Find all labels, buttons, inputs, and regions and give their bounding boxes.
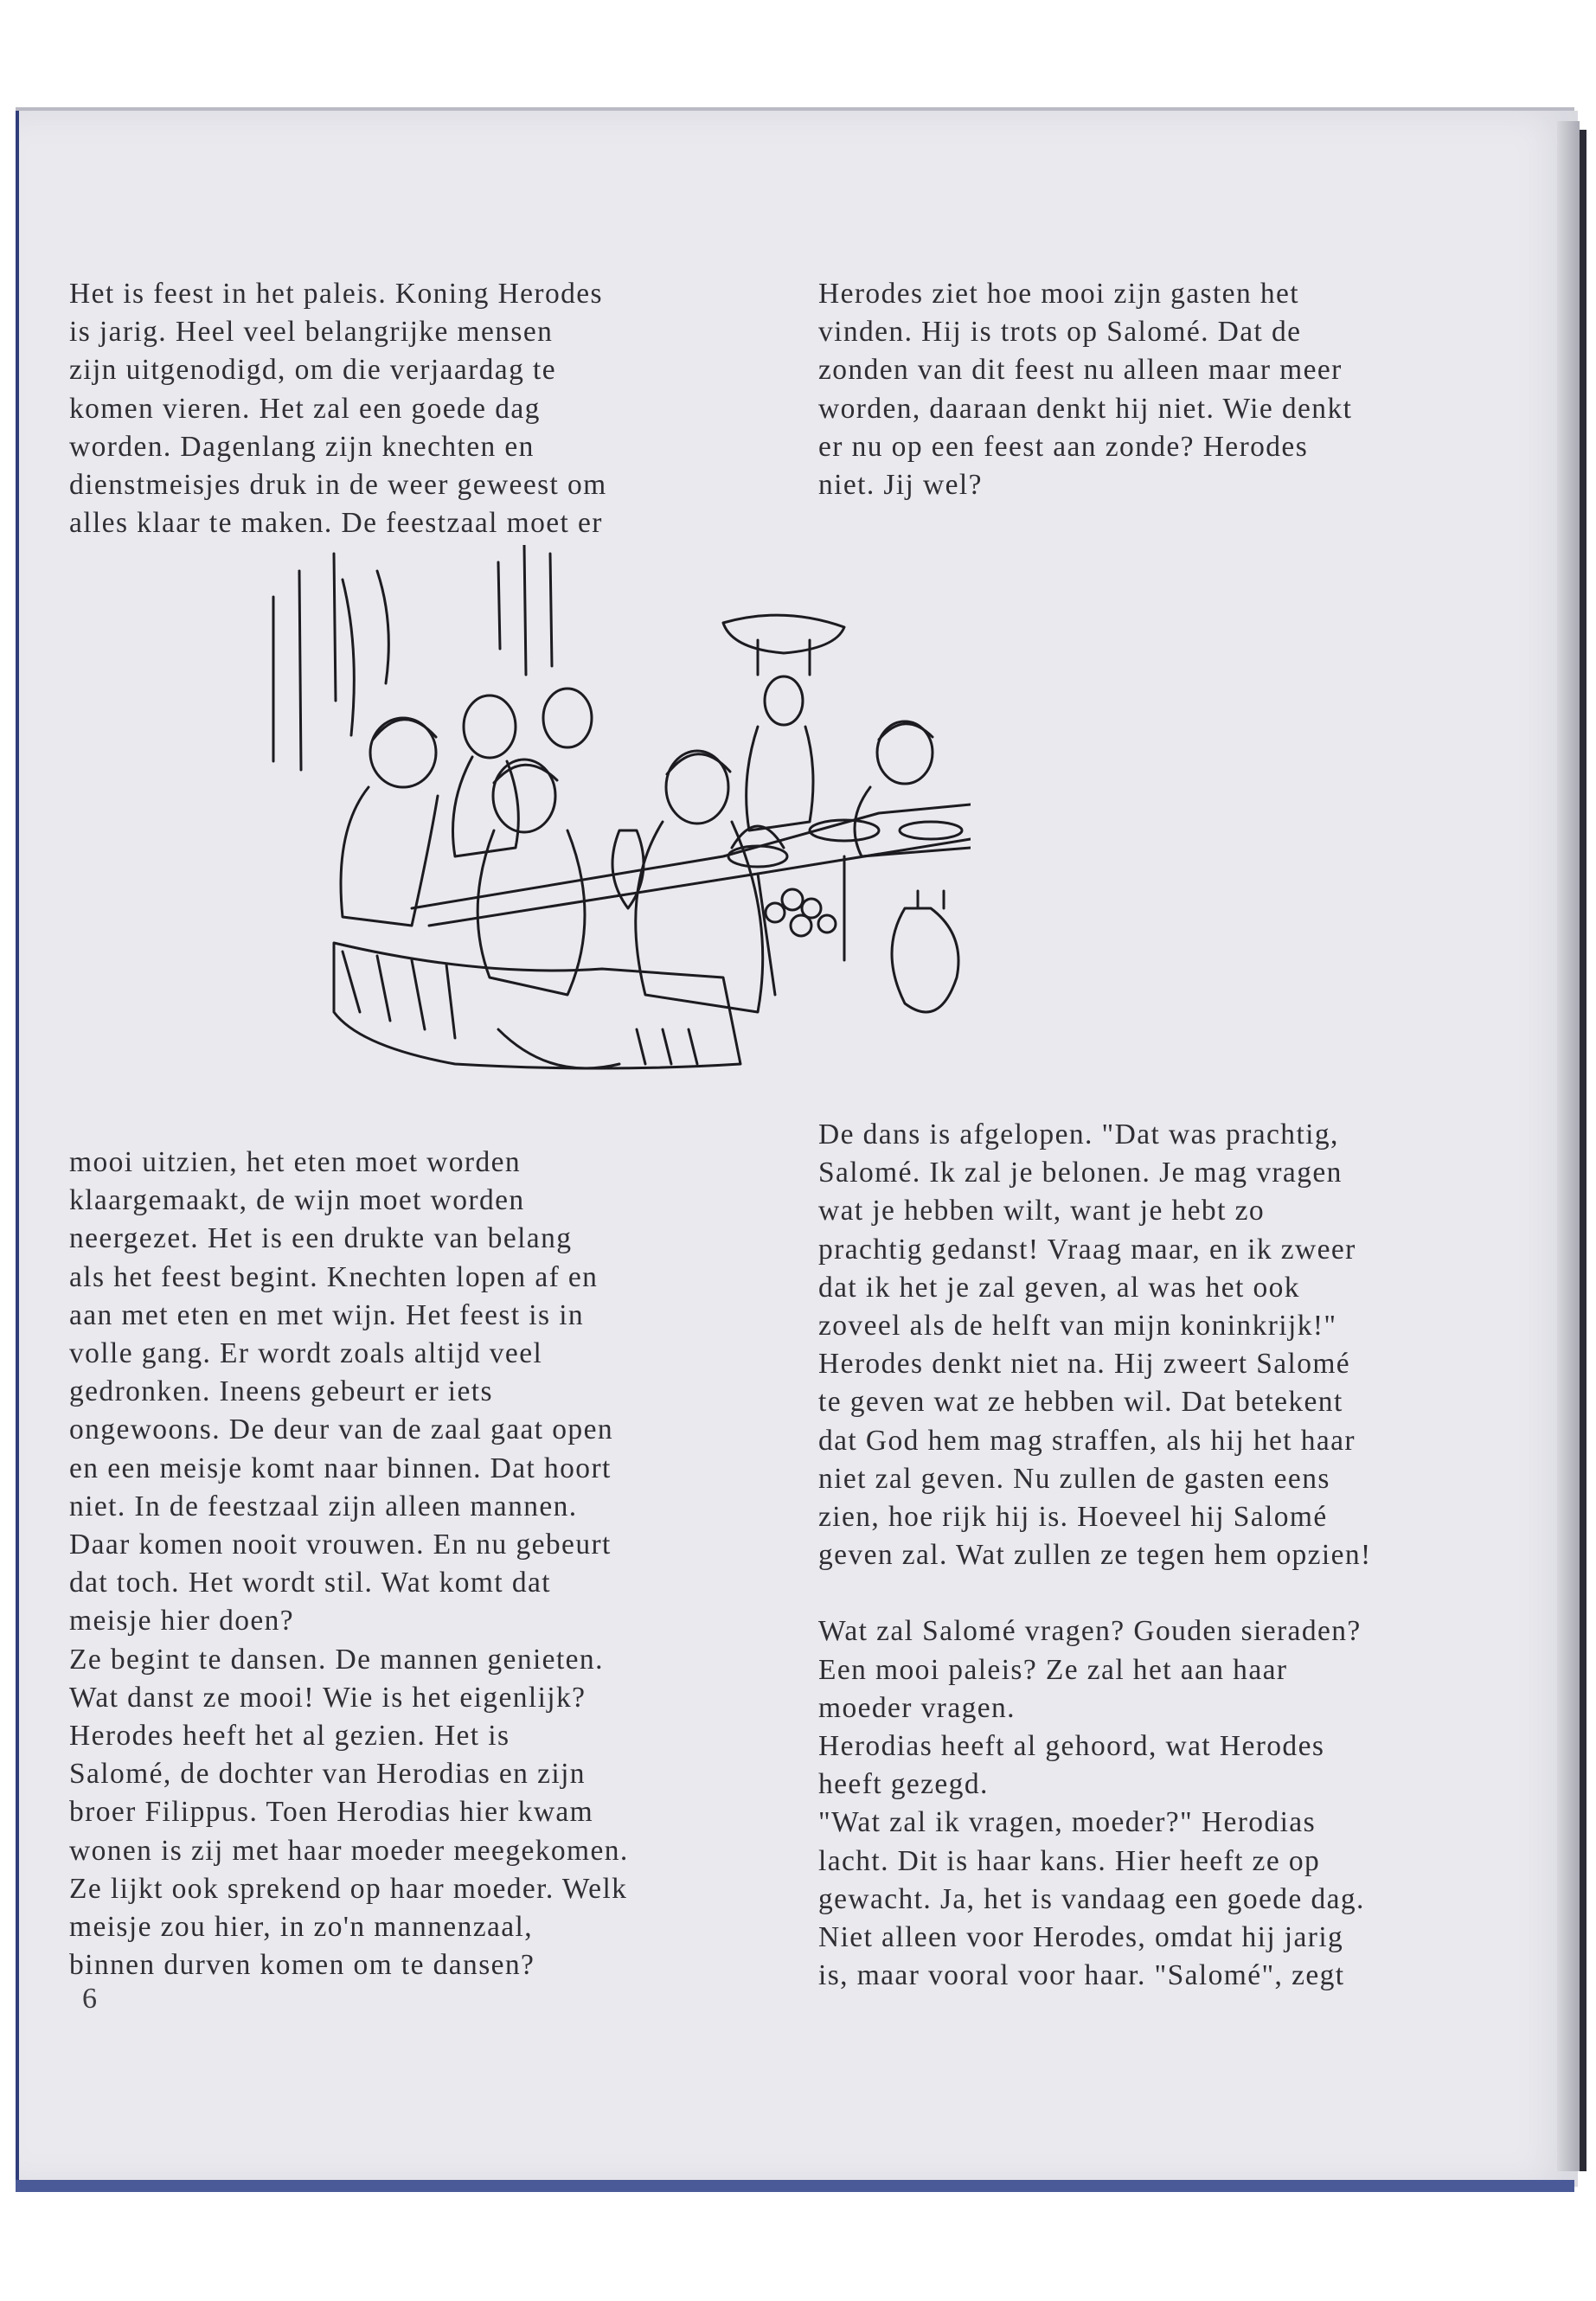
text-line: wat je hebben wilt, want je hebt zo (818, 1195, 1265, 1227)
page-right-edge (1557, 121, 1580, 2171)
text-line: lacht. Dit is haar kans. Hier heeft ze op (818, 1844, 1321, 1877)
text-line: dienstmeisjes druk in de weer geweest om (69, 469, 607, 502)
text-line: wonen is zij met haar moeder meegekomen. (69, 1834, 629, 1867)
text-line: als het feest begint. Knechten lopen af en (69, 1260, 599, 1293)
text-line: moeder vragen. (818, 1691, 1016, 1724)
text-line: mooi uitzien, het eten moet worden (69, 1146, 522, 1178)
text-line: Een mooi paleis? Ze zal het aan haar (818, 1653, 1288, 1686)
text-line: heeft gezegd. (818, 1768, 989, 1801)
text-line: komen vieren. Het zal een goede dag (69, 392, 541, 425)
text-line: Daar komen nooit vrouwen. En nu gebeurt (69, 1529, 612, 1561)
text-line: Herodias heeft al gehoord, wat Herodes (818, 1730, 1325, 1763)
text-line: Wat zal Salomé vragen? Gouden sieraden? (818, 1615, 1362, 1648)
text-line: gewacht. Ja, het is vandaag een goede dag. (818, 1882, 1365, 1915)
text-line: zien, hoe rijk hij is. Hoeveel hij Salomé (818, 1501, 1328, 1534)
text-line: Salomé. Ik zal je belonen. Je mag vragen (818, 1157, 1343, 1189)
text-line: alles klaar te maken. De feestzaal moet er (69, 507, 603, 540)
text-line: neergezet. Het is een drukte van belang (69, 1222, 573, 1255)
text-line: Niet alleen voor Herodes, omdat hij jarig (818, 1921, 1344, 1954)
feast-illustration (239, 545, 971, 1106)
text-line: Wat danst ze mooi! Wie is het eigenlijk? (69, 1681, 586, 1714)
text-line: ongewoons. De deur van de zaal gaat open (69, 1413, 614, 1446)
text-line: aan met eten en met wijn. Het feest is in (69, 1298, 585, 1331)
column-right-top (818, 275, 1528, 504)
text-line: zoveel als de helft van mijn koninkrijk!" (818, 1310, 1337, 1343)
column-left-bottom (69, 1144, 779, 1984)
text-line: niet zal geven. Nu zullen de gasten eens (818, 1462, 1330, 1495)
text-line: vinden. Hij is trots op Salomé. Dat de (818, 316, 1302, 349)
text-line: Herodes denkt niet na. Hij zweert Salomé (818, 1348, 1351, 1381)
text-line: worden, daaraan denkt hij niet. Wie denkt (818, 392, 1353, 425)
column-right-bottom (818, 1116, 1528, 1995)
text-line: te geven wat ze hebben wil. Dat betekent (818, 1386, 1343, 1419)
text-line: klaargemaakt, de wijn moet worden (69, 1184, 525, 1217)
text-line: er nu op een feest aan zonde? Herodes (818, 430, 1309, 463)
text-line: Herodes heeft het al gezien. Het is (69, 1720, 510, 1753)
text-line: zonden van dit feest nu alleen maar meer (818, 354, 1343, 387)
text-line: Het is feest in het paleis. Koning Herodes (69, 278, 603, 310)
text-line: niet. In de feestzaal zijn alleen mannen. (69, 1490, 578, 1522)
text-line: "Wat zal ik vragen, moeder?" Herodias (818, 1806, 1317, 1839)
binding-shadow (1580, 130, 1586, 2171)
text-line: worden. Dagenlang zijn knechten en (69, 430, 535, 463)
text-line: en een meisje komt naar binnen. Dat hoort (69, 1452, 612, 1484)
text-line: dat toch. Het wordt stil. Wat komt dat (69, 1567, 551, 1599)
text-line: prachtig gedanst! Vraag maar, en ik zweer (818, 1233, 1356, 1266)
text-line: niet. Jij wel? (818, 469, 983, 502)
text-line: gedronken. Ineens gebeurt er iets (69, 1375, 493, 1408)
column-left-top (69, 275, 761, 542)
text-line: Ze lijkt ook sprekend op haar moeder. Welk (69, 1872, 628, 1905)
book-cover-edge (16, 2180, 1574, 2192)
text-line: meisje hier doen? (69, 1605, 295, 1638)
text-line: De dans is afgelopen. "Dat was prachtig, (818, 1118, 1339, 1150)
paragraph-gap (818, 1574, 1528, 1612)
text-line: is, maar vooral voor haar. "Salomé", zegt (818, 1959, 1345, 1992)
text-line: meisje zou hier, in zo'n mannenzaal, (69, 1911, 534, 1944)
text-line: Ze begint te dansen. De mannen genieten. (69, 1643, 604, 1676)
text-line: is jarig. Heel veel belangrijke mensen (69, 316, 554, 349)
text-line: dat ik het je zal geven, al was het ook (818, 1271, 1300, 1304)
text-line: volle gang. Er wordt zoals altijd veel (69, 1337, 543, 1370)
text-line: Salomé, de dochter van Herodias en zijn (69, 1758, 586, 1791)
page-number: 6 (82, 1983, 97, 2015)
text-line: dat God hem mag straffen, als hij het haar (818, 1424, 1356, 1457)
text-line: binnen durven komen om te dansen? (69, 1949, 535, 1982)
text-line: geven zal. Wat zullen ze tegen hem opzien! (818, 1539, 1372, 1572)
text-line: Herodes ziet hoe mooi zijn gasten het (818, 278, 1300, 310)
text-line: broer Filippus. Toen Herodias hier kwam (69, 1796, 594, 1829)
text-line: zijn uitgenodigd, om die verjaardag te (69, 354, 556, 387)
